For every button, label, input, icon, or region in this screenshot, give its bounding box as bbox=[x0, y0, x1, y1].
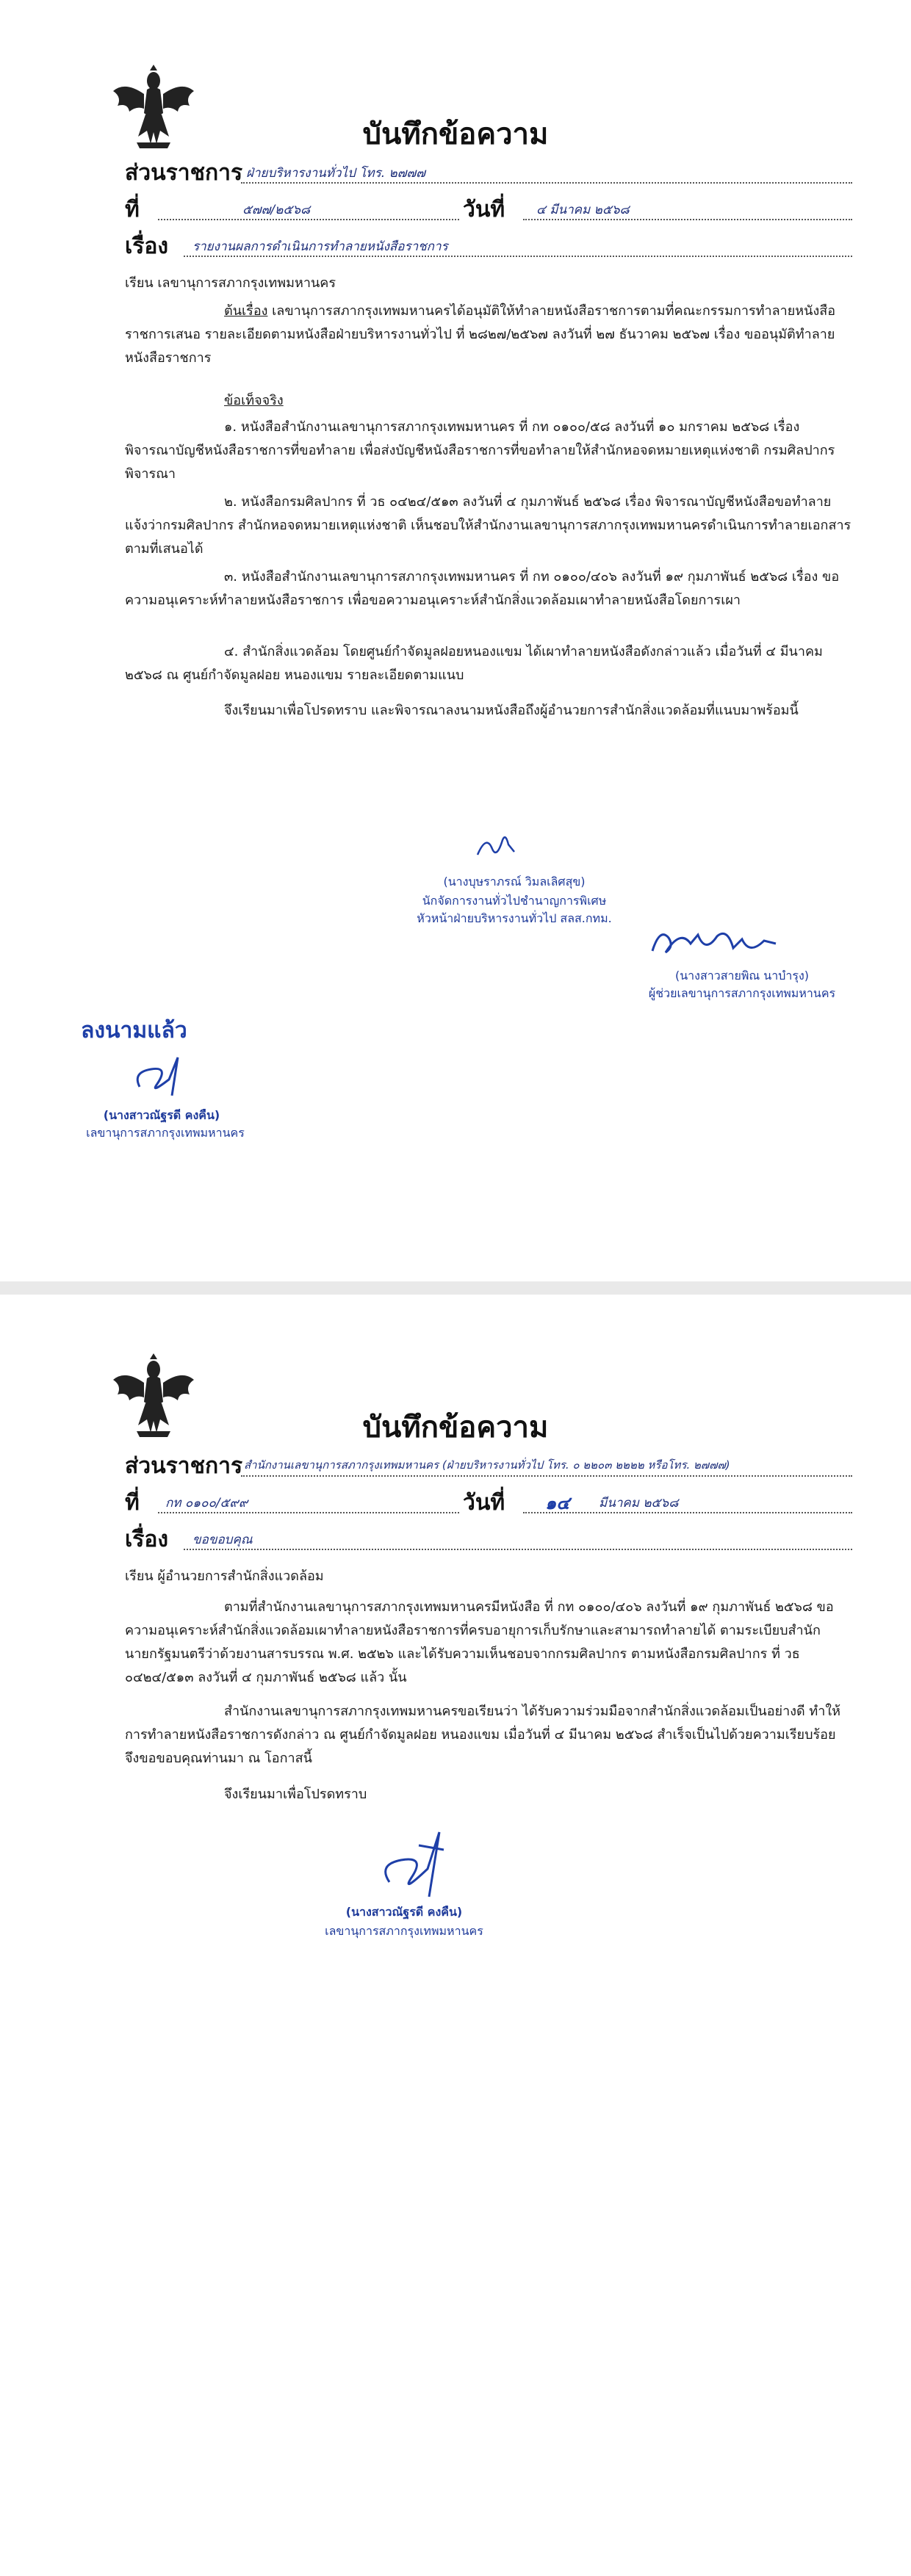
signer2-name: (นางสาวสายพิณ นาบำรุง) bbox=[674, 969, 810, 983]
signer-name: (นางสาวณัฐรดี คงคืน) bbox=[345, 1905, 463, 1919]
signer3-role: เลขานุการสภากรุงเทพมหานคร bbox=[86, 1126, 245, 1140]
date-label: วันที่ bbox=[463, 1490, 505, 1516]
subject-label: เรื่อง bbox=[125, 1527, 169, 1552]
signature-icon bbox=[125, 1050, 191, 1101]
ref-label: ที่ bbox=[125, 1490, 140, 1516]
memo-page-1 bbox=[0, 0, 911, 1281]
salutation: เรียน เลขานุการสภากรุงเทพมหานคร bbox=[125, 275, 336, 291]
signer1-unit: หัวหน้าฝ่ายบริหารงานทั่วไป สลส.กทม. bbox=[417, 911, 612, 925]
date-value: ๔ มีนาคม ๒๕๖๘ bbox=[536, 203, 630, 217]
fact-item: ๒. หนังสือกรมศิลปากร ที่ วธ ๐๔๒๔/๕๑๓ ลงวันที่ ๔ กุมภาพันธ์ ๒๕๖๘ เรื่อง พิจารณาบัญชีหนังสือขอทำลาย แจ้งว่ากรมศิลปากร สำนักหอจดหมายเหตุแห่งชาติ เห็นชอบให้สำนักงานเลขานุการสภากรุงเทพมหานครดำเนินการทำลายเอกสารตามที่เสนอได้ bbox=[125, 494, 851, 557]
memo-page-2 bbox=[0, 1295, 911, 2576]
signature-icon bbox=[470, 830, 522, 865]
closing-text: จึงเรียนมาเพื่อโปรดทราบ และพิจารณาลงนามหนังสือถึงผู้อำนวยการสำนักสิ่งแวดล้อมที่แนบมาพร้อมนี้ bbox=[224, 703, 799, 718]
salutation: เรียน ผู้อำนวยการสำนักสิ่งแวดล้อม bbox=[125, 1569, 324, 1584]
subject-value: ขอขอบคุณ bbox=[192, 1533, 253, 1547]
fact-item: ๔. สำนักสิ่งแวดล้อม โดยศูนย์กำจัดมูลฝอยหนองแขม ได้เผาทำลายหนังสือดังกล่าวแล้ว เมื่อวันที่ ๔ มีนาคม ๒๕๖๘ ณ ศูนย์กำจัดมูลฝอย หนองแขม รายละเอียดตามแนบ bbox=[125, 644, 823, 683]
paragraph-2: สำนักงานเลขานุการสภากรุงเทพมหานครขอเรียนว่า ได้รับความร่วมมือจากสำนักสิ่งแวดล้อมเป็นอย่างดี ทำให้การทำลายหนังสือราชการดังกล่าว ณ ศูนย์กำจัดมูลฝอย หนองแขม เมื่อวันที่ ๔ มีนาคม ๒๕๖๘ สำเร็จเป็นไปด้วยความเรียบร้อย จึงขอขอบคุณท่านมา ณ โอกาสนี้ bbox=[125, 1704, 841, 1766]
signer1-name: (นางบุษราภรณ์ วิมลเลิศสุข) bbox=[443, 875, 586, 889]
agency-value: ฝ่ายบริหารงานทั่วไป โทร. ๒๗๗๗ bbox=[246, 166, 426, 181]
origin-text: เลขานุการสภากรุงเทพมหานครได้อนุมัติให้ทำลายหนังสือราชการตามที่คณะกรรมการทำลายหนังสือราชการเสนอ รายละเอียดตามหนังสือฝ่ายบริหารงานทั่วไป ที่ ๒๘๒๗/๒๕๖๗ ลงวันที่ ๒๗ ธันวาคม ๒๕๖๗ เรื่อง ขออนุมัติทำลายหนังสือราชการ bbox=[125, 303, 836, 366]
date-day: ๑๔ bbox=[545, 1493, 570, 1513]
signer2-role: ผู้ช่วยเลขานุการสภากรุงเทพมหานคร bbox=[648, 986, 836, 1000]
paragraph-1: ตามที่สำนักงานเลขานุการสภากรุงเทพมหานครมีหนังสือ ที่ กท ๐๑๐๐/๔๐๖ ลงวันที่ ๑๙ กุมภาพันธ์ ๒๕๖๘ ขอความอนุเคราะห์สำนักสิ่งแวดล้อมเผาทำลายหนังสือราชการที่ครบอายุการเก็บรักษาและสามารถทำลายได้ ตามระเบียบสำนักนายกรัฐมนตรีว่าด้วยงานสารบรรณ พ.ศ. ๒๕๒๖ และได้รับความเห็นชอบจากกรมศิลปากร ตามหนังสือกรมศิลปากร ที่ วธ ๐๔๒๔/๕๑๓ ลงวันที่ ๔ กุมภาพันธ์ ๒๕๖๘ แล้ว นั้น bbox=[125, 1599, 834, 1685]
subject-label: เรื่อง bbox=[125, 234, 169, 259]
page-title: บันทึกข้อความ bbox=[362, 1411, 549, 1444]
signer1-role: นักจัดการงานทั่วไปชำนาญการพิเศษ bbox=[422, 894, 607, 908]
agency-label: ส่วนราชการ bbox=[125, 1453, 243, 1479]
ref-value: กท ๐๑๐๐/๕๙๙ bbox=[165, 1496, 248, 1510]
fact-item: ๓. หนังสือสำนักงานเลขานุการสภากรุงเทพมหานคร ที่ กท ๐๑๐๐/๔๐๖ ลงวันที่ ๑๙ กุมภาพันธ์ ๒๕๖๘ เรื่อง ขอความอนุเคราะห์ทำลายหนังสือราชการ เพื่อขอความอนุเคราะห์สำนักสิ่งแวดล้อมเผาทำลายหนังสือโดยการเผา bbox=[125, 569, 840, 608]
ref-value: ๕๗๗/๒๕๖๘ bbox=[242, 203, 311, 217]
signer-role: เลขานุการสภากรุงเทพมหานคร bbox=[325, 1924, 483, 1938]
date-label: วันที่ bbox=[463, 197, 505, 222]
page-title: บันทึกข้อความ bbox=[362, 117, 549, 151]
page-separator bbox=[0, 1281, 911, 1295]
ref-label: ที่ bbox=[125, 197, 140, 222]
origin-paragraph bbox=[125, 300, 852, 370]
fact-item: ๑. หนังสือสำนักงานเลขานุการสภากรุงเทพมหานคร ที่ กท ๐๑๐๐/๕๘ ลงวันที่ ๑๐ มกราคม ๒๕๖๘ เรื่อง พิจารณาบัญชีหนังสือราชการที่ขอทำลาย เพื่อส่งบัญชีหนังสือราชการที่ขอทำลายให้สำนักหอจดหมายเหตุแห่งชาติ กรมศิลปากร พิจารณา bbox=[125, 419, 835, 482]
agency-value: สำนักงานเลขานุการสภากรุงเทพมหานคร (ฝ่ายบริหารงานทั่วไป โทร. ๐ ๒๒๐๓ ๒๒๒๒ หรือโทร. ๒๗๗๗) bbox=[244, 1458, 730, 1472]
closing-text: จึงเรียนมาเพื่อโปรดทราบ bbox=[224, 1787, 367, 1802]
signer3-name: (นางสาวณัฐรดี คงคืน) bbox=[103, 1108, 220, 1122]
agency-label: ส่วนราชการ bbox=[125, 160, 243, 186]
origin-heading: ต้นเรื่อง bbox=[224, 303, 268, 319]
subject-value: รายงานผลการดำเนินการทำลายหนังสือราชการ bbox=[192, 239, 448, 254]
signature-icon bbox=[647, 922, 786, 966]
signature-icon bbox=[367, 1823, 455, 1904]
facts-heading: ข้อเท็จจริง bbox=[224, 393, 284, 408]
date-rest: มีนาคม ๒๕๖๘ bbox=[599, 1496, 679, 1510]
signed-stamp: ลงนามแล้ว bbox=[81, 1018, 187, 1043]
